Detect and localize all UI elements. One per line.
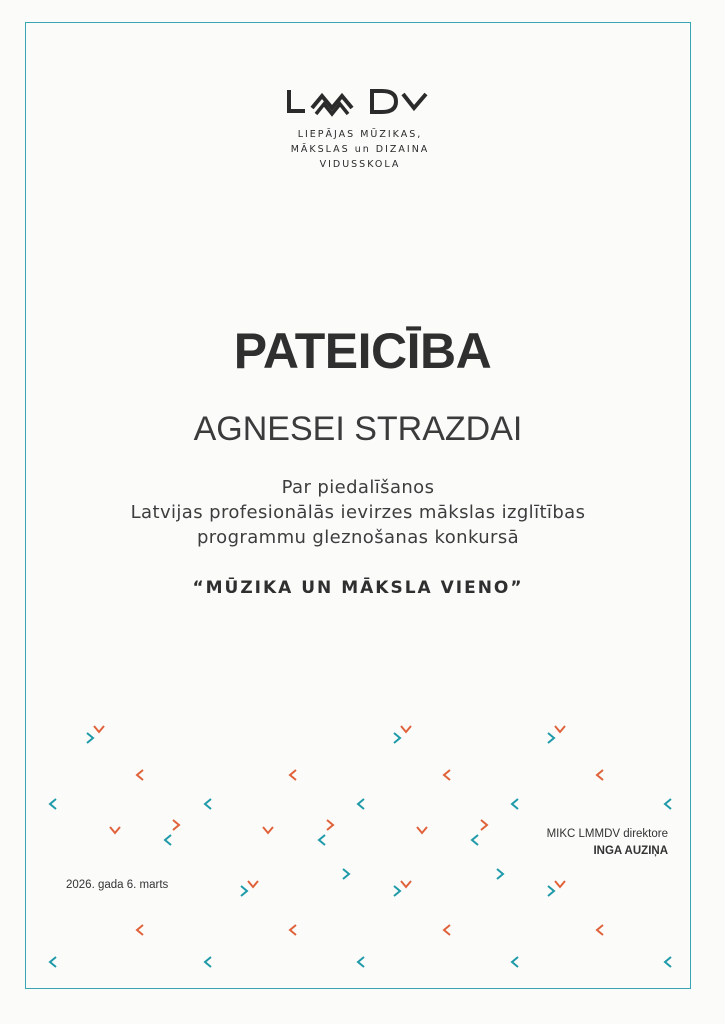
- contest-name: “MŪZIKA UN MĀKSLA VIENO”: [192, 578, 524, 598]
- certificate-title: PATEICĪBA: [233, 323, 492, 379]
- body-line-1: Par piedalīšanos: [281, 477, 435, 498]
- director-role: MIKC LMMDV direktore: [546, 828, 668, 840]
- school-name-line-3: VIDUSSKOLA: [319, 159, 401, 170]
- signature-block: [490, 826, 668, 860]
- issue-date: 2026. gada 6. marts: [66, 879, 169, 891]
- body-line-2: Latvijas profesionālās ievirzes mākslas izglītības: [130, 502, 586, 523]
- school-name-line-1: LIEPĀJAS MŪZIKAS,: [297, 129, 423, 140]
- recipient-name: AGNESEI STRAZDAI: [193, 410, 523, 448]
- body-line-3: programmu gleznošanas konkursā: [196, 527, 520, 548]
- school-name-line-2: MĀKSLAS un DIZAINA: [290, 144, 430, 155]
- director-name: INGA AUZIŅA: [593, 845, 668, 857]
